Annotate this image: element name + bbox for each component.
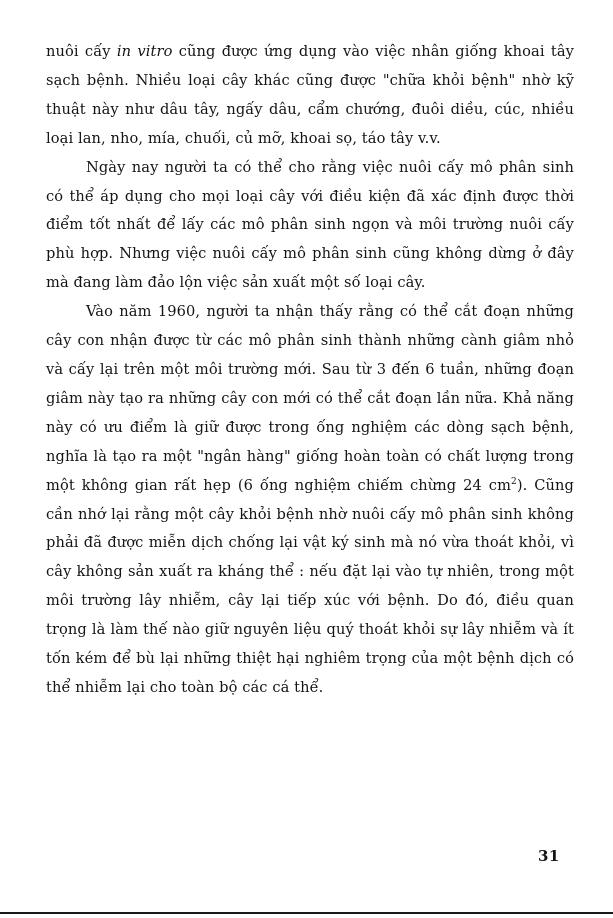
bottom-edge-line xyxy=(0,912,613,914)
paragraph-3-rest: ). Cũng cần nhớ lại rằng một cây khỏi bệnh nhờ nuôi cấy mô phân sinh không phải đã được miễn dịch chống lại vật ký sinh mà nó vừa thoát khỏi, vì cây không sản xuất ra kháng thể : nếu đặt lại vào tự nhiên, trong một môi trường lây nhiễm, cây lại tiếp xúc với bệnh. Do đó, điều quan trọng là làm thế nào giữ nguyên liệu quý thoát khỏi sự lây nhiễm và ít tốn kém để bù lại những thiệt hại nghiêm trọng của một bệnh dịch có thể nhiễm lại cho toàn bộ các cá thể. xyxy=(46,476,574,696)
paragraph-3-start: Vào năm 1960, người ta nhận thấy rằng có thể cắt đoạn những cây con nhận được từ các mô phân sinh thành những cành giâm nhỏ và cấy lại trên một môi trường mới. Sau từ 3 đến 6 tuần, những đoạn giâm này tạo ra những cây con mới có thể cắt đoạn lần nữa. Khả năng này có ưu điểm là giữ được trong ống nghiệm các dòng sạch bệnh, nghĩa là tạo ra một "ngân hàng" giống hoàn toàn có chất lượng trong một không gian rất hẹp (6 ống nghiệm chiếm chừng 24 cm xyxy=(46,303,574,494)
paragraph-1-rest: cũng được ứng dụng vào việc nhân giống khoai tây sạch bệnh. Nhiều loại cây khác cũng được "chữa khỏi bệnh" nhờ kỹ thuật này như dâu tây, ngấy dâu, cẩm chướng, đuôi diều, cúc, nhiều loại lan, nho, mía, chuối, củ mỡ, khoai sọ, táo tây v.v. xyxy=(46,43,575,147)
paragraph-1 xyxy=(46,38,574,154)
body-text xyxy=(46,38,574,703)
paragraph-2: Ngày nay người ta có thể cho rằng việc nuôi cấy mô phân sinh có thể áp dụng cho mọi loại cây với điều kiện đã xác định được thời điểm tốt nhất để lấy các mô phân sinh ngọn và môi trường nuôi cấy phù hợp. Nhưng việc nuôi cấy mô phân sinh cũng không dừng ở đây mà đang làm đảo lộn việc sản xuất một số loại cây. xyxy=(46,158,574,292)
page-number: 31 xyxy=(538,847,560,865)
superscript: 2 xyxy=(511,476,517,487)
paragraph-1-start: nuôi cấy xyxy=(46,43,117,60)
italic-term: in vitro xyxy=(116,43,173,60)
paragraph-3 xyxy=(46,298,574,703)
